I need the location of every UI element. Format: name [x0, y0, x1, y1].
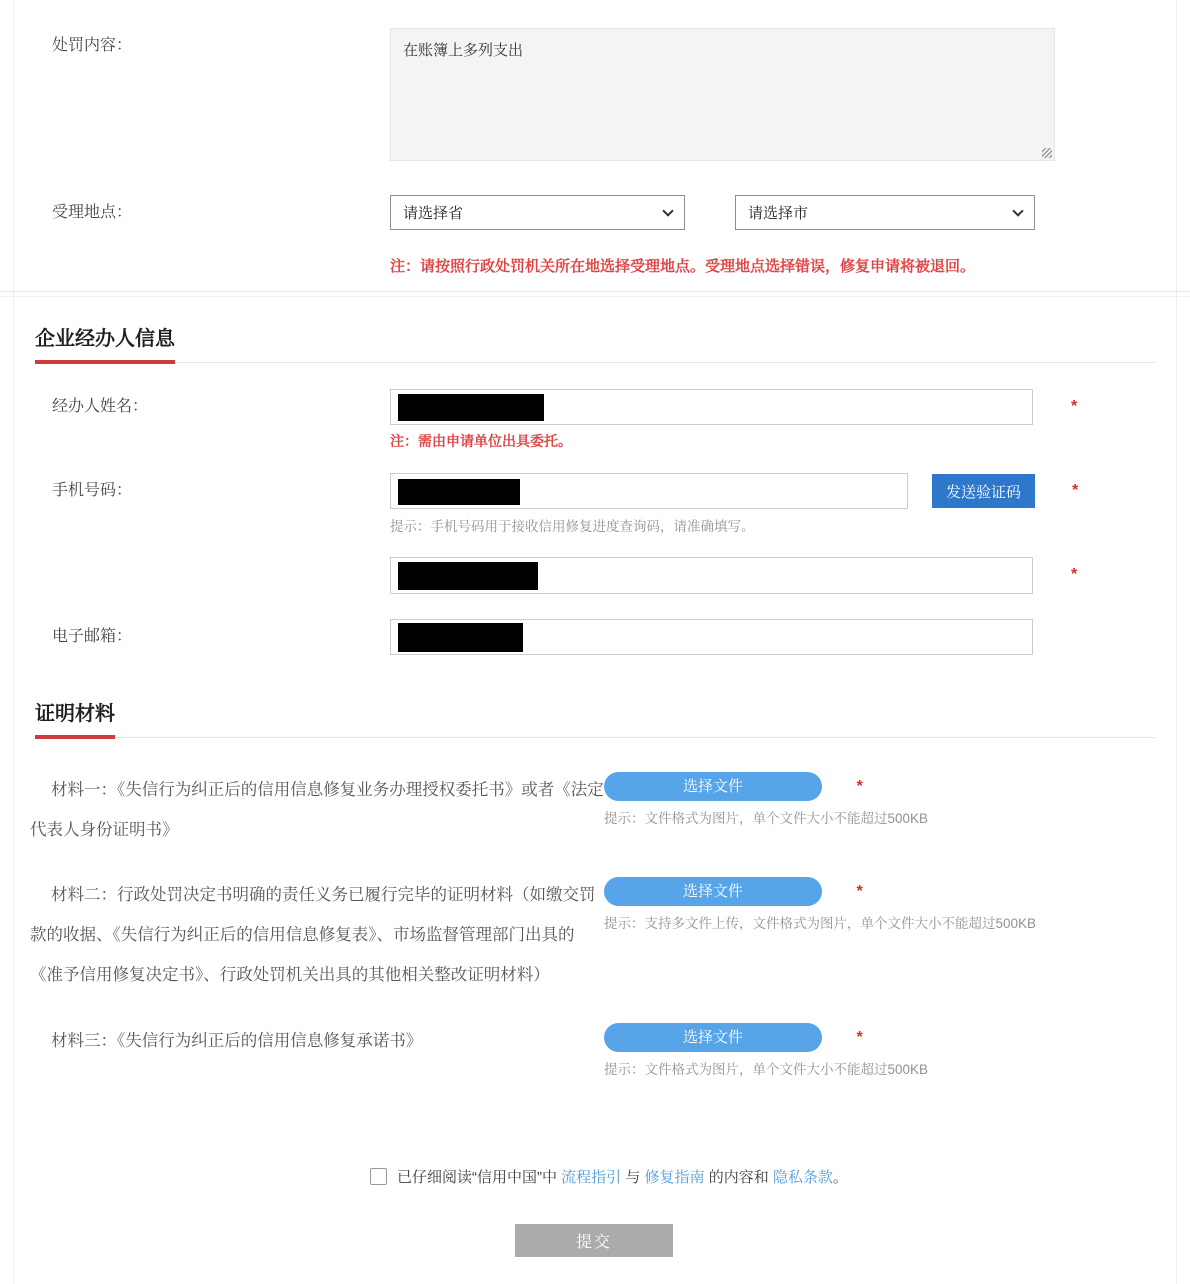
chevron-down-icon: [1012, 205, 1023, 216]
agreement-text-mid2: 的内容和: [704, 1169, 773, 1186]
agent-section-title: 企业经办人信息: [35, 322, 175, 364]
agreement-checkbox[interactable]: [370, 1168, 387, 1185]
material-1-text: 材料一：《失信行为纠正后的信用信息修复业务办理授权委托书》或者《法定代表人身份证明书》: [30, 781, 604, 839]
email-label: 电子邮箱：: [52, 628, 133, 645]
acceptance-location-label: 受理地点：: [52, 204, 133, 221]
agreement-row: [370, 1166, 1190, 1187]
choose-file-button-1[interactable]: 选择文件: [604, 772, 822, 801]
material-3-row: [30, 1021, 1190, 1080]
material-1-hint: 提示：文件格式为图片，单个文件大小不能超过500KB: [604, 811, 929, 826]
agent-name-note: 注：需由申请单位出具委托。: [390, 433, 572, 449]
send-verification-code-button[interactable]: 发送验证码: [932, 474, 1035, 508]
redacted-phone-value: [398, 479, 520, 505]
material-2-text: 材料二：行政处罚决定书明确的责任义务已履行完毕的证明材料（如缴交罚款的收据、《失信行为纠正后的信用信息修复表》、市场监督管理部门出具的《准予信用修复决定书》、行政处罚机关出具的其他相关整改证明材料）: [30, 886, 596, 984]
agent-name-row: [0, 389, 1190, 451]
phone-label: 手机号码：: [52, 482, 133, 499]
province-select-value: 请选择省: [403, 205, 464, 222]
redacted-name-value: [398, 394, 544, 421]
choose-file-button-3[interactable]: 选择文件: [604, 1023, 822, 1052]
section-divider-2: [0, 296, 1190, 297]
material-2-hint: 提示：支持多文件上传，文件格式为图片，单个文件大小不能超过500KB: [604, 916, 1037, 931]
page-left-border: [13, 0, 14, 1284]
materials-section-header: [35, 697, 1155, 738]
verification-code-row: [0, 557, 1190, 594]
process-guide-link[interactable]: 流程指引: [561, 1169, 622, 1186]
agreement-text-suffix: 。: [832, 1169, 848, 1186]
city-select-value: 请选择市: [748, 205, 809, 222]
phone-row: [0, 473, 1190, 537]
section-divider: [0, 291, 1190, 292]
agreement-text-prefix: 已仔细阅读“信用中国”中: [397, 1169, 562, 1186]
required-asterisk: *: [1071, 566, 1078, 583]
agent-section-header: [35, 322, 1155, 363]
required-asterisk: *: [1072, 482, 1079, 499]
agreement-text-mid1: 与: [621, 1169, 645, 1186]
required-asterisk: *: [1071, 398, 1078, 415]
province-select[interactable]: [390, 195, 685, 230]
email-input[interactable]: [390, 619, 1033, 655]
redacted-code-value: [398, 562, 538, 590]
choose-file-button-2[interactable]: 选择文件: [604, 877, 822, 906]
agent-name-input[interactable]: [390, 389, 1033, 425]
chevron-down-icon: [662, 205, 673, 216]
textarea-resize-handle-icon[interactable]: [1042, 148, 1052, 158]
required-asterisk: *: [856, 778, 863, 795]
materials-section-title: 证明材料: [35, 697, 115, 739]
punishment-content-value: 在账簿上多列支出: [403, 42, 524, 59]
acceptance-location-row: [0, 195, 1190, 277]
privacy-terms-link[interactable]: 隐私条款: [772, 1169, 833, 1186]
material-1-row: [30, 770, 1190, 850]
required-asterisk: *: [856, 883, 863, 900]
punishment-content-label: 处罚内容：: [52, 37, 133, 54]
phone-input[interactable]: [390, 473, 908, 509]
punishment-content-textarea[interactable]: [390, 28, 1055, 161]
punishment-content-row: [0, 0, 1190, 161]
required-asterisk: *: [856, 1029, 863, 1046]
material-2-row: [30, 875, 1190, 995]
submit-button[interactable]: 提交: [515, 1224, 673, 1257]
email-row: [0, 619, 1190, 655]
acceptance-location-note: 注：请按照行政处罚机关所在地选择受理地点。受理地点选择错误，修复申请将被退回。: [390, 258, 976, 275]
material-3-hint: 提示：文件格式为图片，单个文件大小不能超过500KB: [604, 1062, 929, 1077]
agent-name-label: 经办人姓名：: [52, 398, 149, 415]
phone-hint: 提示：手机号码用于接收信用修复进度查询码，请准确填写。: [390, 519, 755, 534]
repair-guide-link[interactable]: 修复指南: [644, 1169, 705, 1186]
redacted-email-value: [398, 623, 523, 652]
material-3-text: 材料三：《失信行为纠正后的信用信息修复承诺书》: [51, 1032, 423, 1050]
city-select[interactable]: [735, 195, 1035, 230]
verification-code-input[interactable]: [390, 557, 1033, 594]
